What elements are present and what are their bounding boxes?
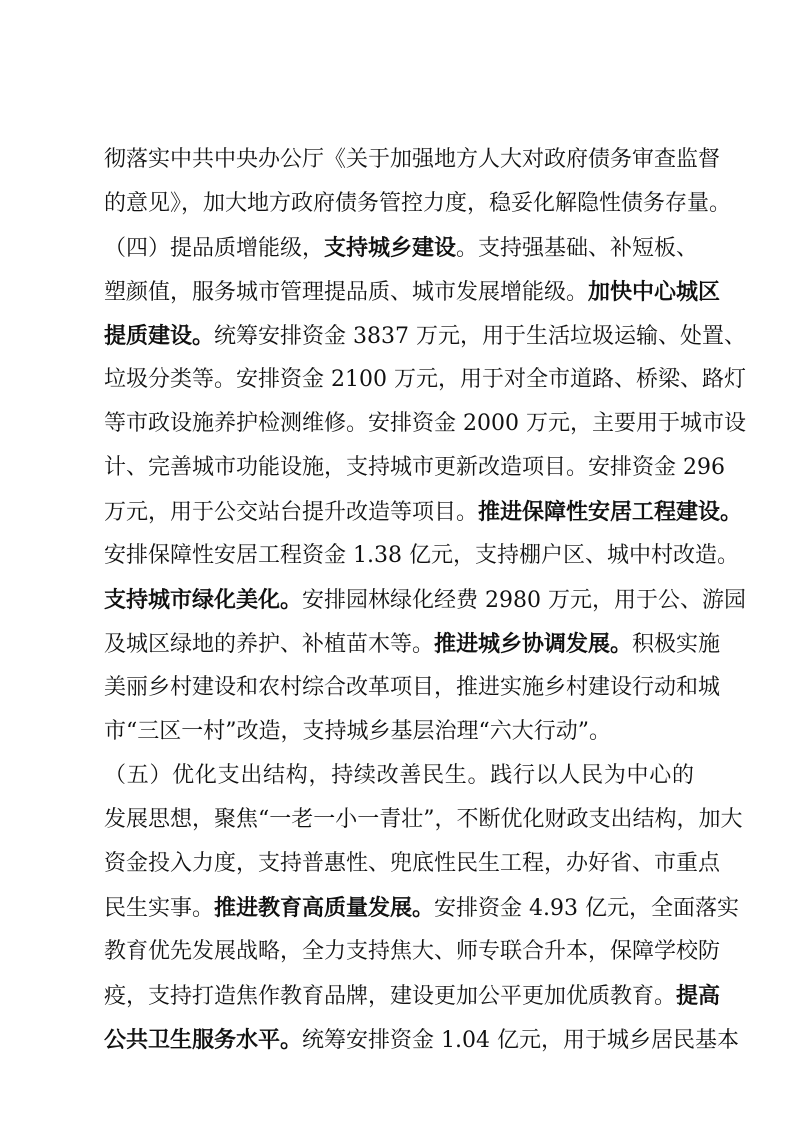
text-run: 民生实事。 bbox=[104, 896, 215, 921]
bold-subheading: 加快中心城区 bbox=[588, 279, 721, 305]
text-run: 垃圾分类等。安排资金 2100 万元，用于对全市道路、桥梁、路灯 bbox=[104, 367, 746, 392]
text-run: 安排保障性安居工程资金 1.38 亿元，支持棚户区、城中村改造。 bbox=[104, 543, 739, 568]
text-line-21 bbox=[104, 1020, 739, 1060]
text-line-14 bbox=[104, 712, 694, 752]
bold-subheading: 支持城市绿化美化。 bbox=[104, 587, 303, 613]
section-heading-5: （五）优化支出结构，持续改善民生。践行以人民为中心的 bbox=[104, 763, 694, 788]
text-run: 教育优先发展战略，全力支持焦大、师专联合升本，保障学校防 bbox=[104, 939, 721, 964]
text-line-16 bbox=[104, 800, 743, 840]
text-line-8 bbox=[104, 448, 725, 488]
text-line-11 bbox=[104, 580, 746, 620]
text-line-20 bbox=[104, 976, 721, 1016]
text-line-15 bbox=[104, 756, 694, 796]
text-run: 美丽乡村建设和农村综合改革项目，推进实施乡村建设行动和城 bbox=[104, 675, 721, 700]
bold-subheading: 公共卫生服务水平。 bbox=[104, 1027, 303, 1053]
text-line-1 bbox=[104, 140, 721, 180]
text-line-18 bbox=[104, 888, 740, 928]
bold-subheading: 提质建设。 bbox=[104, 323, 215, 349]
text-line-5 bbox=[104, 316, 746, 356]
text-line-6 bbox=[104, 360, 746, 400]
text-line-17 bbox=[104, 844, 721, 884]
text-run: 安排资金 4.93 亿元，全面落实 bbox=[434, 896, 740, 921]
text-line-7 bbox=[104, 404, 746, 444]
text-line-12 bbox=[104, 624, 721, 664]
text-line-3 bbox=[104, 228, 699, 268]
text-run: 及城区绿地的养护、补植苗木等。 bbox=[104, 632, 435, 657]
bold-subheading: 推进城乡协调发展。 bbox=[434, 631, 633, 657]
text-run: 市“三区一村”改造，支持城乡基层治理“六大行动”。 bbox=[104, 719, 611, 744]
section-heading-4: （四）提品质增能级， bbox=[104, 236, 325, 261]
text-run: 塑颜值，服务城市管理提品质、城市发展增能级。 bbox=[104, 280, 589, 305]
text-line-10 bbox=[104, 536, 739, 576]
text-run: 安排园林绿化经费 2980 万元，用于公、游园 bbox=[302, 588, 746, 613]
text-run: 彻落实中共中央办公厅《关于加强地方人大对政府债务审查监督 bbox=[104, 147, 721, 172]
text-run: 发展思想，聚焦“一老一小一青壮”，不断优化财政支出结构，加大 bbox=[104, 807, 743, 832]
text-run: 资金投入力度，支持普惠性、兜底性民生工程，办好省、市重点 bbox=[104, 851, 721, 876]
text-line-9 bbox=[104, 492, 743, 532]
text-run: 。支持强基础、补短板、 bbox=[456, 236, 699, 261]
text-run: 疫，支持打造焦作教育品牌，建设更加公平更加优质教育。 bbox=[104, 984, 677, 1009]
text-run: 统筹安排资金 1.04 亿元，用于城乡居民基本 bbox=[302, 1028, 739, 1053]
text-line-2 bbox=[104, 184, 732, 224]
text-line-19 bbox=[104, 932, 721, 972]
text-run: 的意见》，加大地方政府债务管控力度，稳妥化解隐性债务存量。 bbox=[104, 191, 732, 216]
text-run: 万元，用于公交站台提升改造等项目。 bbox=[104, 500, 479, 525]
bold-subheading: 提高 bbox=[676, 983, 721, 1009]
text-run: 统筹安排资金 3837 万元，用于生活垃圾运输、处置、 bbox=[214, 324, 746, 349]
section-heading-4-bold: 支持城乡建设 bbox=[324, 235, 457, 261]
text-line-13 bbox=[104, 668, 721, 708]
text-run: 计、完善城市功能设施，支持城市更新改造项目。安排资金 296 bbox=[104, 455, 725, 480]
text-run: 积极实施 bbox=[632, 632, 721, 657]
text-line-4 bbox=[104, 272, 721, 312]
bold-subheading: 推进教育高质量发展。 bbox=[214, 895, 435, 921]
bold-subheading: 推进保障性安居工程建设。 bbox=[478, 499, 743, 525]
text-run: 等市政设施养护检测维修。安排资金 2000 万元，主要用于城市设 bbox=[104, 411, 746, 436]
